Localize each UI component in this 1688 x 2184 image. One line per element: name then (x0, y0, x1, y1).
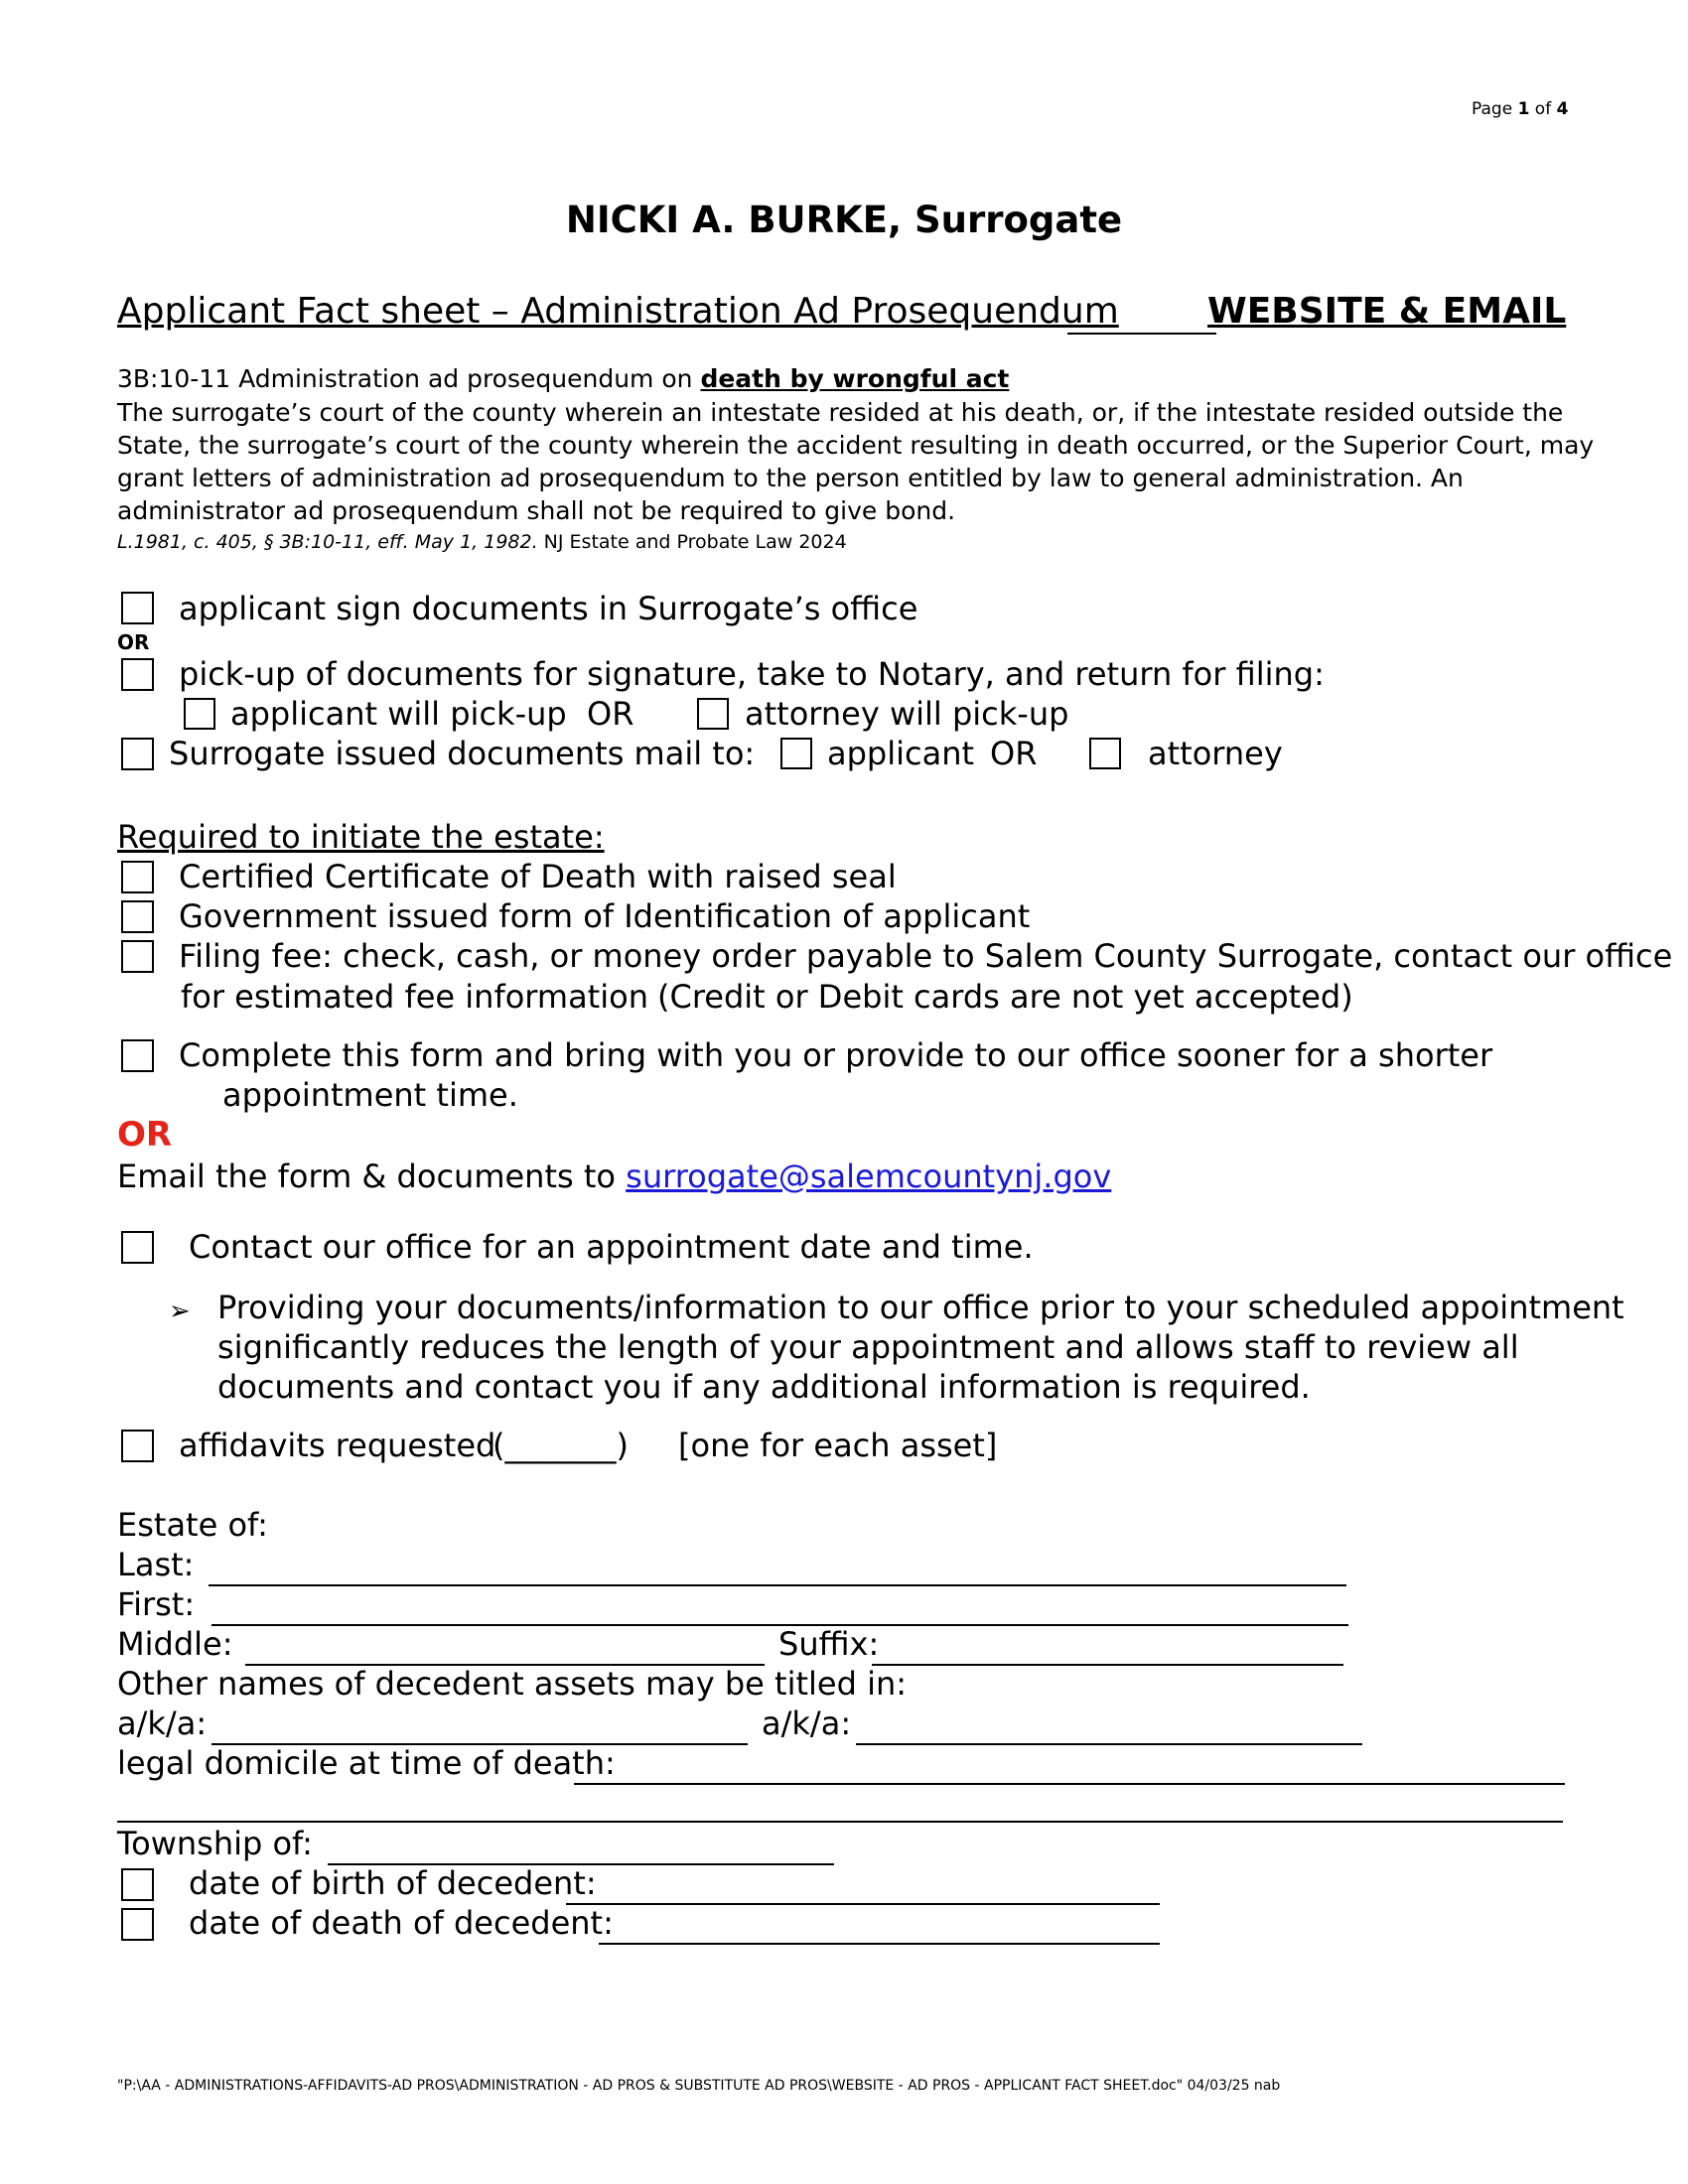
affidavits-checkbox[interactable] (121, 1430, 154, 1462)
contact-office-label: Contact our office for an appointment date and time. (189, 1228, 1034, 1266)
appointment-note-line-1: Providing your documents/information to our office prior to your scheduled appointment (217, 1289, 1624, 1326)
mail-attorney-label: attorney (1148, 735, 1283, 772)
pickup-or: OR (587, 695, 634, 733)
mail-applicant-label: applicant (827, 735, 975, 772)
aka-2-field[interactable] (856, 1743, 1362, 1745)
statute-citation: L.1981, c. 405, § 3B:10-11, eff. May 1, 1982. NJ Estate and Probate Law 2024 (117, 531, 847, 553)
arrow-bullet-icon: ➢ (169, 1297, 191, 1326)
suffix-label: Suffix: (778, 1625, 880, 1663)
mail-to-label: Surrogate issued documents mail to: (169, 735, 756, 772)
dob-checkbox[interactable] (121, 1868, 154, 1901)
title-underline-gap (1067, 333, 1216, 335)
government-id-checkbox[interactable] (121, 900, 154, 933)
file-path-footer: "P:\AA - ADMINISTRATIONS-AFFIDAVITS-AD PROS\ADMINISTRATION - AD PROS & SUBSTITUTE AD PROS\WEBSITE - AD PROS - APPLICANT FACT SHEET.doc" 04/03/25 nab (117, 2078, 1281, 2094)
affidavits-label: affidavits requested (179, 1427, 496, 1464)
statute-line-4: administrator ad prosequendum shall not be required to give bond. (117, 496, 956, 525)
filing-fee-line-1: Filing fee: check, cash, or money order payable to Salem County Surrogate, contact our office (179, 937, 1673, 975)
sign-in-office-checkbox[interactable] (121, 592, 154, 624)
dod-field[interactable] (599, 1943, 1160, 1945)
attorney-pickup-checkbox[interactable] (697, 698, 729, 730)
aka-1-label: a/k/a: (117, 1705, 208, 1742)
complete-form-line-1: Complete this form and bring with you or provide to our office sooner for a shorter (179, 1036, 1493, 1074)
other-names-label: Other names of decedent assets may be titled in: (117, 1665, 908, 1703)
mail-attorney-checkbox[interactable] (1089, 738, 1121, 769)
statute-line-1: The surrogate’s court of the county wherein an intestate resided at his death, or, if the intestate resided outside the (117, 398, 1564, 427)
statute-line-3: grant letters of administration ad prosequendum to the person entitled by law to general administration. An (117, 464, 1464, 492)
email-instruction: Email the form & documents to surrogate@salemcountynj.gov (117, 1158, 1112, 1195)
middle-name-label: Middle: (117, 1625, 233, 1663)
domicile-label: legal domicile at time of death: (117, 1744, 616, 1782)
domicile-field[interactable] (574, 1783, 1565, 1785)
death-cert-label: Certified Certificate of Death with raised seal (179, 858, 897, 895)
last-name-label: Last: (117, 1546, 195, 1583)
appointment-note-line-3: documents and contact you if any additional information is required. (217, 1368, 1311, 1406)
email-link[interactable]: surrogate@salemcountynj.gov (626, 1158, 1112, 1195)
pickup-label: pick-up of documents for signature, take to Notary, and return for filing: (179, 655, 1325, 693)
complete-form-line-2: appointment time. (222, 1076, 518, 1114)
filing-fee-line-2: for estimated fee information (181, 978, 648, 1016)
death-cert-checkbox[interactable] (121, 861, 154, 893)
filing-fee-note: (Credit or Debit cards are not yet accepted) (657, 978, 1353, 1016)
estate-heading: Estate of: (117, 1506, 268, 1544)
applicant-pickup-label: applicant will pick-up (230, 695, 567, 733)
page-number: Page 1 of 4 (1472, 99, 1569, 119)
contact-office-checkbox[interactable] (121, 1231, 154, 1264)
sign-in-office-label: applicant sign documents in Surrogate’s office (179, 590, 918, 627)
township-label: Township of: (117, 1825, 313, 1862)
dob-field[interactable] (566, 1903, 1160, 1905)
complete-form-checkbox[interactable] (121, 1039, 154, 1072)
suffix-field[interactable] (872, 1664, 1343, 1666)
form-title: Applicant Fact sheet – Administration Ad Prosequendum (117, 291, 1119, 332)
filing-fee-checkbox[interactable] (121, 940, 154, 973)
required-heading: Required to initiate the estate: (117, 818, 605, 856)
mail-to-checkbox[interactable] (121, 738, 154, 770)
or-separator: OR (117, 630, 150, 654)
attorney-pickup-label: attorney will pick-up (745, 695, 1069, 733)
statute-heading: 3B:10-11 Administration ad prosequendum on death by wrongful act (117, 364, 1010, 393)
affidavits-note: [one for each asset] (678, 1427, 998, 1464)
dob-label: date of birth of decedent: (189, 1864, 597, 1902)
pickup-checkbox[interactable] (121, 658, 154, 691)
appointment-note-line-2: significantly reduces the length of your appointment and allows staff to review all (217, 1328, 1519, 1366)
last-name-field[interactable] (209, 1584, 1346, 1586)
domicile-field-continued[interactable] (117, 1821, 1563, 1823)
channel-label: WEBSITE & EMAIL (1207, 291, 1567, 332)
government-id-label: Government issued form of Identification of applicant (179, 897, 1031, 935)
mail-applicant-checkbox[interactable] (780, 738, 812, 769)
dod-checkbox[interactable] (121, 1908, 154, 1941)
affidavits-count-field[interactable]: (_______) (492, 1427, 629, 1464)
mail-or: OR (990, 735, 1038, 772)
dod-label: date of death of decedent: (189, 1904, 614, 1942)
aka-2-label: a/k/a: (762, 1705, 852, 1742)
first-name-label: First: (117, 1585, 196, 1623)
or-red-label: OR (117, 1115, 173, 1155)
applicant-pickup-checkbox[interactable] (184, 698, 215, 730)
surrogate-title: NICKI A. BURKE, Surrogate (565, 199, 1123, 241)
statute-line-2: State, the surrogate’s court of the county wherein the accident resulting in death occurred, or the Superior Court, may (117, 431, 1595, 460)
